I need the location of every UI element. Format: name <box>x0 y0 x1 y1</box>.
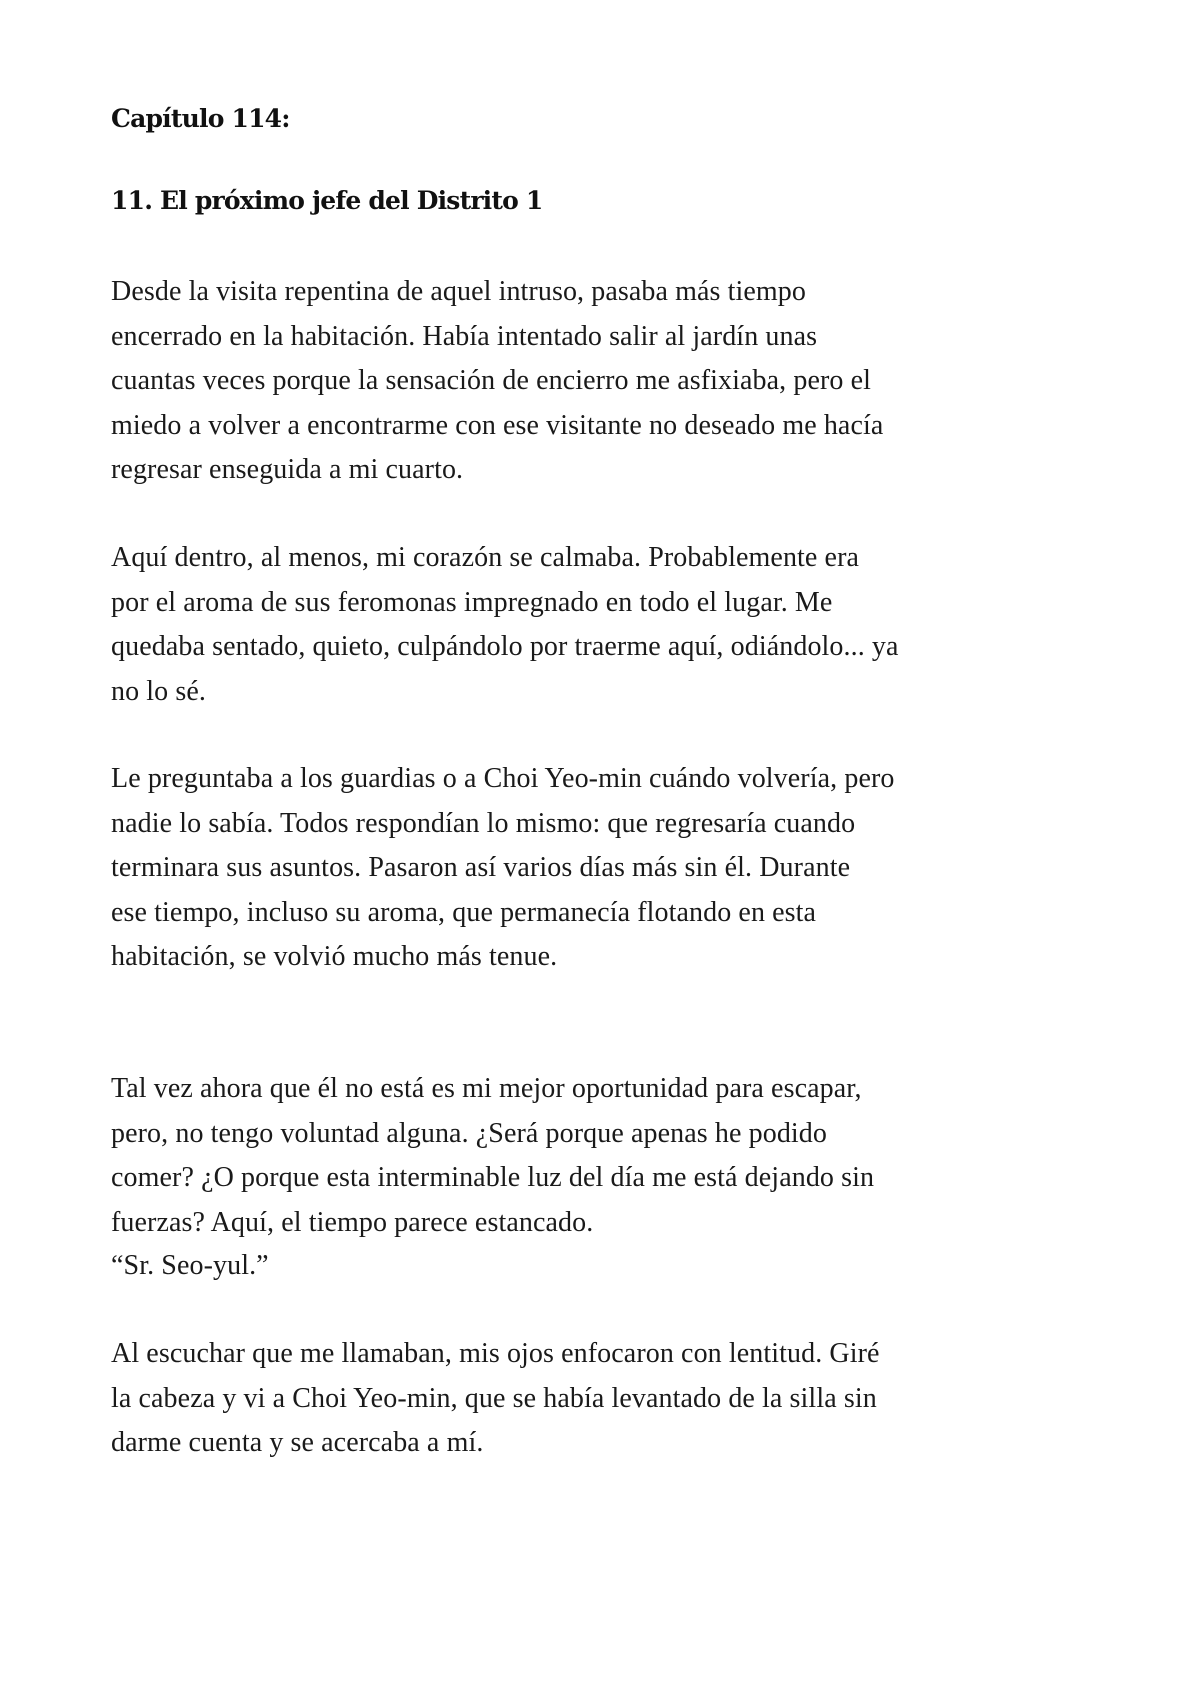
text-line: no lo sé. <box>111 675 207 707</box>
text-line: terminara sus asuntos. Pasaron así varios días más sin él. Durante <box>111 852 851 883</box>
text-line: cuantas veces porque la sensación de encierro me asfixiaba, pero el <box>111 365 872 396</box>
text-line: Al escuchar que me llamaban, mis ojos enfocaron con lentitud. Giré <box>111 1338 880 1369</box>
text-line: nadie lo sabía. Todos respondían lo mismo: que regresaría cuando <box>111 807 856 839</box>
paragraph-4 <box>111 1067 874 1245</box>
paragraph-dialogue <box>111 1244 269 1289</box>
text-line: ese tiempo, incluso su aroma, que permanecía flotando en esta <box>111 896 817 928</box>
text-line: habitación, se volvió mucho más tenue. <box>111 941 558 972</box>
paragraph-3 <box>111 757 895 980</box>
text-line: darme cuenta y se acercaba a mí. <box>111 1427 484 1458</box>
text-line: la cabeza y vi a Choi Yeo-min, que se había levantado de la silla sin <box>111 1382 877 1414</box>
paragraph-2 <box>111 536 899 714</box>
text-line: miedo a volver a encontrarme con ese visitante no deseado me hacía <box>111 409 884 441</box>
text-line: pero, no tengo voluntad alguna. ¿Será porque apenas he podido <box>111 1117 827 1149</box>
text-line: fuerzas? Aquí, el tiempo parece estancado. <box>111 1206 594 1238</box>
text-line: Le preguntaba a los guardias o a Choi Yeo-min cuándo volvería, pero <box>111 763 895 794</box>
paragraph-6 <box>111 1332 880 1466</box>
chapter-title: Capítulo 114: <box>111 104 290 133</box>
text-line: por el aroma de sus feromonas impregnado en todo el lugar. Me <box>111 586 833 618</box>
text-line: regresar enseguida a mi cuarto. <box>111 454 464 485</box>
text-line: Tal vez ahora que él no está es mi mejor oportunidad para escapar, <box>111 1073 862 1104</box>
text-line: “Sr. Seo-yul.” <box>111 1250 269 1281</box>
text-line: encerrado en la habitación. Había intentado salir al jardín unas <box>111 320 818 352</box>
section-title: 11. El próximo jefe del Distrito 1 <box>111 186 543 215</box>
text-line: comer? ¿O porque esta interminable luz del día me está dejando sin <box>111 1162 875 1193</box>
text-line: quedaba sentado, quieto, culpándolo por traerme aquí, odiándolo... ya <box>111 631 899 662</box>
text-line: Aquí dentro, al menos, mi corazón se calmaba. Probablemente era <box>111 542 860 573</box>
paragraph-1 <box>111 270 883 493</box>
text-line: Desde la visita repentina de aquel intruso, pasaba más tiempo <box>111 276 806 307</box>
